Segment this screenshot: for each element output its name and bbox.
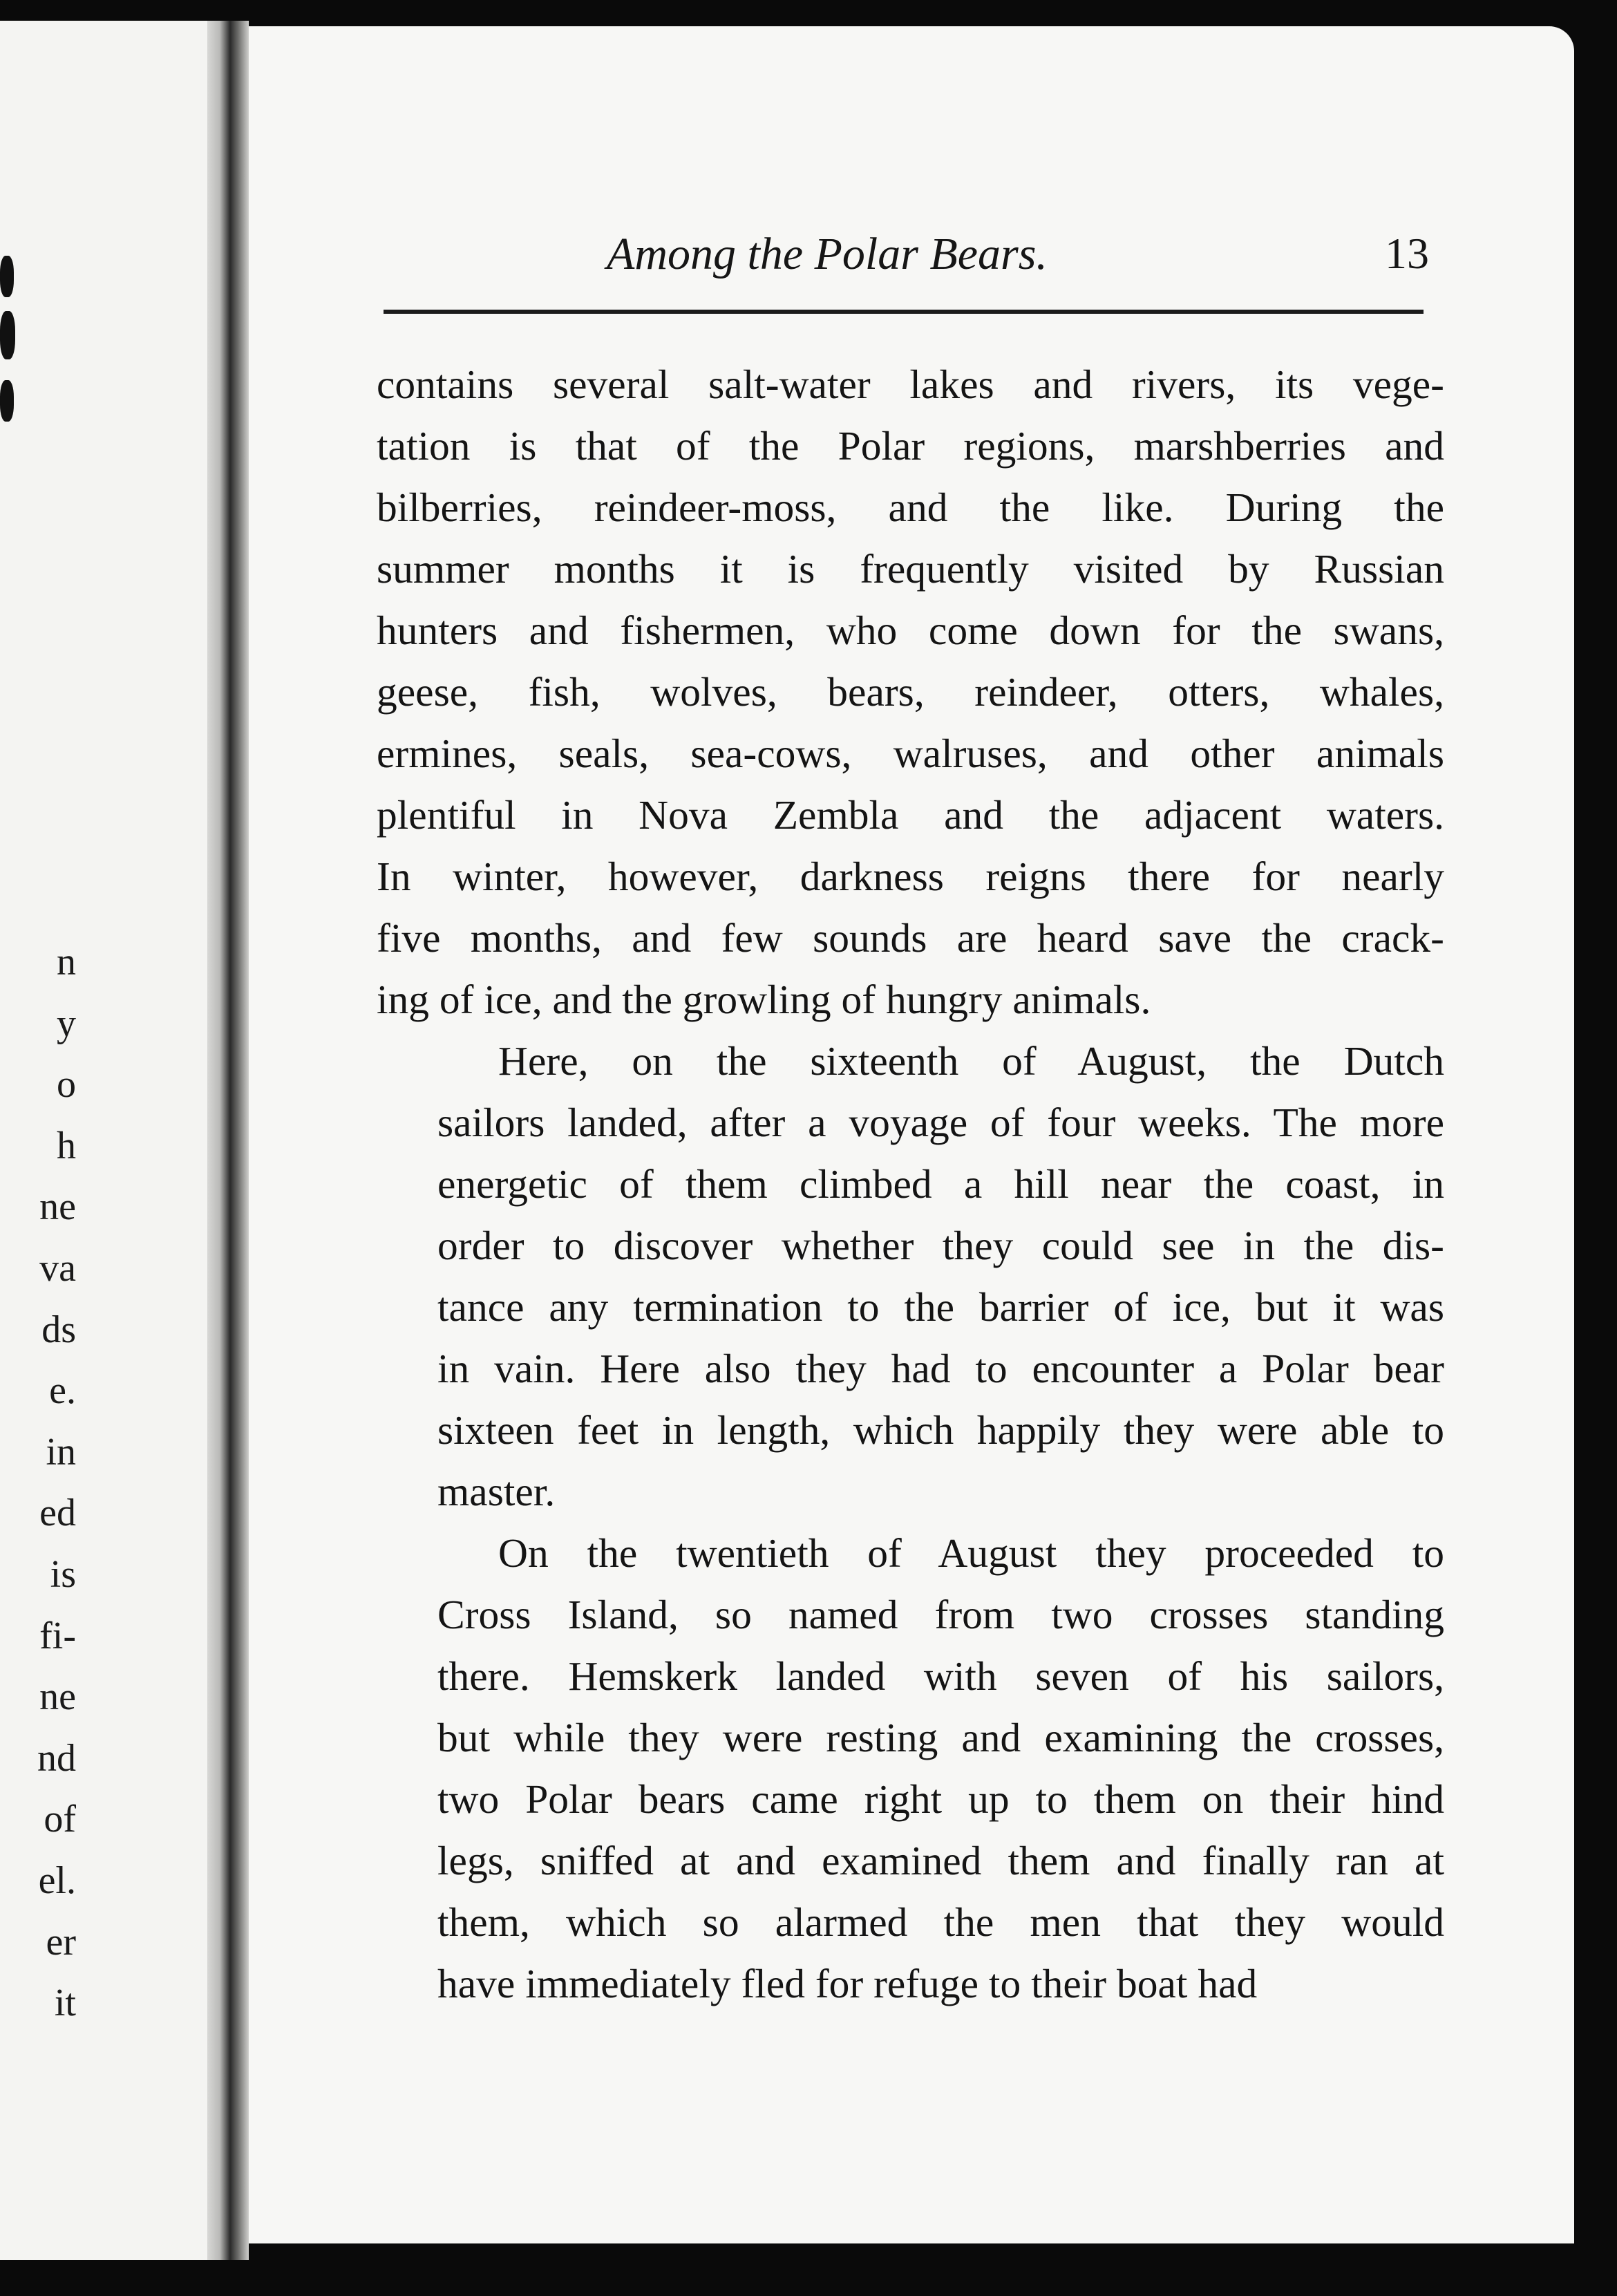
text-line: sixteen feet in length, which happily they were able to	[437, 1407, 1444, 1453]
left-page-fragment-line: n	[57, 941, 76, 984]
left-page-fragment-line: e.	[49, 1369, 76, 1413]
left-page-fragment-line: el.	[38, 1859, 76, 1902]
paragraph	[377, 1523, 1444, 2015]
text-line: legs, sniffed at and examined them and finally ran at	[437, 1838, 1444, 1883]
left-page-fragment-line: ds	[41, 1308, 76, 1351]
left-page-fragment-line: h	[57, 1124, 76, 1167]
text-line: five months, and few sounds are heard save the crack-	[377, 915, 1444, 961]
text-line: In winter, however, darkness reigns there for nearly	[377, 854, 1444, 899]
book-gutter	[207, 21, 249, 2260]
text-line: tation is that of the Polar regions, marshberries and	[377, 423, 1444, 469]
left-page-fragment-line: it	[54, 1982, 76, 2025]
text-line: contains several salt-water lakes and rivers, its vege-	[377, 361, 1444, 407]
text-line: energetic of them climbed a hill near the coast, in	[437, 1161, 1444, 1207]
text-line: tance any termination to the barrier of ice, but it was	[437, 1284, 1444, 1330]
running-header	[386, 207, 1429, 290]
left-page-fragment-line: of	[44, 1798, 76, 1841]
left-page-fragment-line: ne	[39, 1185, 76, 1229]
text-line: sailors landed, after a voyage of four weeks. The more	[437, 1100, 1444, 1145]
text-line: Here, on the sixteenth of August, the Dutch	[498, 1038, 1444, 1084]
left-page-fragment-line: va	[39, 1246, 76, 1290]
left-page-fragment-line: nd	[37, 1736, 76, 1780]
text-line: hunters and fishermen, who come down for the swans,	[377, 608, 1444, 653]
text-line: in vain. Here also they had to encounter a Polar bear	[437, 1346, 1444, 1391]
text-line: On the twentieth of August they proceeded to	[498, 1530, 1444, 1576]
text-line: two Polar bears came right up to them on their hind	[437, 1776, 1444, 1822]
text-line: but while they were resting and examining the crosses,	[437, 1715, 1444, 1760]
text-line: geese, fish, wolves, bears, reindeer, otters, whales,	[377, 669, 1444, 715]
left-page-text-fragments	[0, 932, 76, 2034]
text-line: have immediately fled for refuge to their boat had	[437, 1961, 1258, 2006]
paragraph	[377, 354, 1444, 1031]
left-page-fragment-line: o	[57, 1063, 76, 1107]
text-line: Cross Island, so named from two crosses standing	[437, 1592, 1444, 1637]
text-line: ing of ice, and the growling of hungry animals.	[377, 977, 1151, 1022]
text-line: bilberries, reindeer-moss, and the like. During the	[377, 484, 1444, 530]
left-page-fragment	[0, 21, 207, 2260]
text-line: ermines, seals, sea-cows, walruses, and other animals	[377, 731, 1444, 776]
running-header-title: Among the Polar Bears.	[607, 229, 1048, 279]
ink-blot	[0, 380, 14, 422]
left-page-fragment-line: ne	[39, 1675, 76, 1719]
ink-blot	[0, 311, 15, 359]
text-line: plentiful in Nova Zembla and the adjacent waters.	[377, 792, 1444, 838]
ink-blot	[0, 256, 14, 297]
left-page-fragment-line: in	[46, 1430, 76, 1474]
text-line: them, which so alarmed the men that they would	[437, 1899, 1444, 1945]
text-line: order to discover whether they could see in the dis-	[437, 1223, 1444, 1268]
left-page-fragment-line: fi-	[39, 1614, 76, 1657]
text-line: master.	[437, 1469, 556, 1514]
text-line: summer months it is frequently visited by Russian	[377, 546, 1444, 592]
paragraph	[377, 1031, 1444, 1523]
left-page-fragment-line: y	[57, 1001, 76, 1045]
page-number: 13	[1385, 229, 1429, 278]
header-rule	[384, 310, 1424, 314]
text-line: there. Hemskerk landed with seven of his sailors,	[437, 1653, 1444, 1699]
body-text	[377, 354, 1444, 2015]
left-page-fragment-line: er	[46, 1920, 76, 1964]
left-page-fragment-line: is	[50, 1552, 76, 1596]
left-page-fragment-line: ed	[39, 1492, 76, 1535]
